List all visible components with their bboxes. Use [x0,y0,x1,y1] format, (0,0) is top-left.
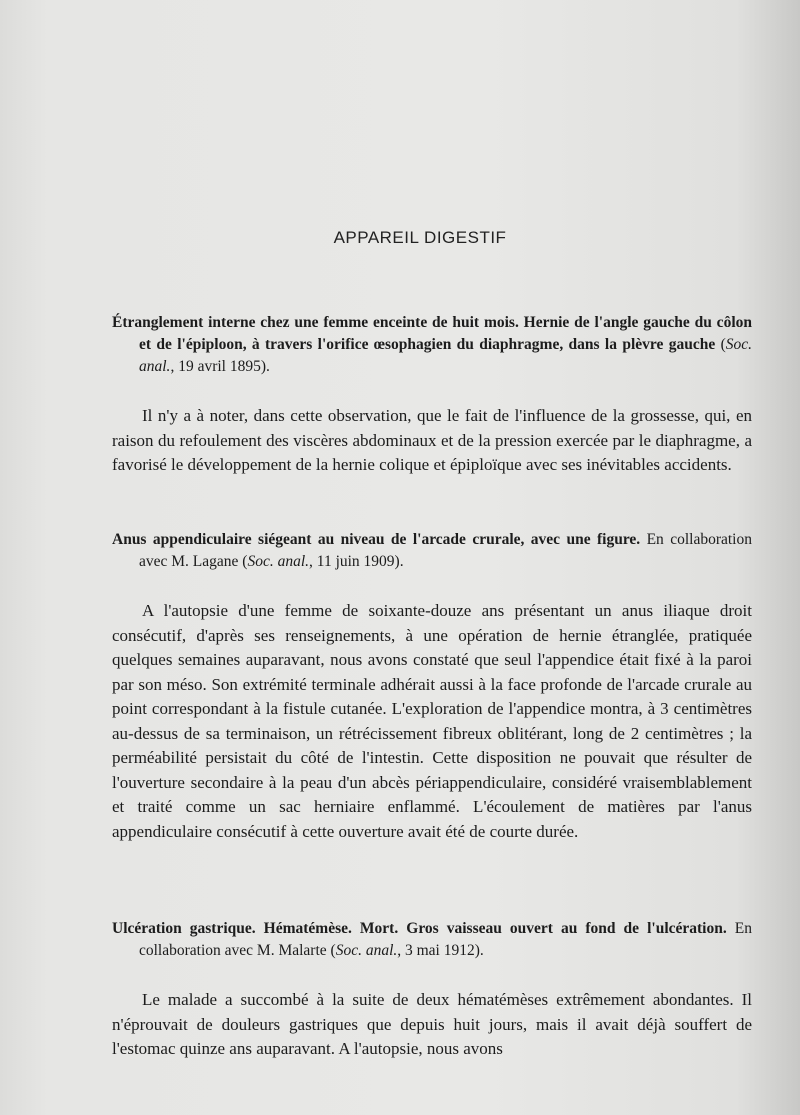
entry-collab: En collaboration avec M. Lagane ( [139,531,752,570]
entry-journal: Soc. anal. [139,336,752,375]
entry-appendicular-anus [112,529,752,844]
entry-heading [112,529,752,573]
entry-gastric-ulcer [112,918,752,1062]
entry-date: , 19 avril 1895). [170,358,270,375]
entry-title: Étranglement interne chez une femme enceinte de huit mois. Hernie de l'angle gauche du côlon et de l'épiploon, à travers l'orifice œsophagien du diaphragme, dans la plèvre gauche [112,314,752,353]
entry-heading [112,918,752,962]
entry-strangulation [112,312,752,478]
entry-body: Le malade a succombé à la suite de deux hématémèses extrêmement abondantes. Il n'éprouvait de douleurs gastriques que depuis huit jours, mais il avait déjà souffert de l'estomac quinze ans auparavant. A l'autopsie, nous avons [112,990,752,1058]
entry-collab: En collaboration avec M. Malarte ( [139,920,752,959]
entry-journal: Soc. anal. [335,942,398,959]
entry-heading [112,312,752,378]
entry-title: Anus appendiculaire siégeant au niveau de l'arcade crurale, avec une figure. [112,531,641,548]
entry-date: , 3 mai 1912). [397,942,484,959]
entry-ref-open: ( [715,336,726,353]
entry-title: Ulcération gastrique. Hématémèse. Mort. Gros vaisseau ouvert au fond de l'ulcération. [112,920,727,937]
entry-body: A l'autopsie d'une femme de soixante-douze ans présentant un anus iliaque droit consécutif, d'après ses renseignements, à une opération de hernie étranglée, pratiquée quelques semaines auparavant, nous avons constaté que seul l'appendice était fixé à la paroi par son méso. Son extrémité terminale adhérait aussi à la face profonde de l'arcade crurale au point correspondant à la fistule cutanée. L'exploration de l'appendice montra, à 3 centimètres au-dessus de sa terminaison, un rétrécissement fibreux oblitérant, long de 2 centimètres ; la perméabilité persistait du côté de l'intestin. Cette disposition ne pouvait que résulter de l'ouverture secondaire à la peau d'un abcès périappendiculaire, considéré vraisemblablement et traité comme un sac herniaire enflammé. L'écoulement de matières par l'anus appendiculaire consécutif à cette ouverture avait été de courte durée. [112,601,752,841]
entry-body: Il n'y a à noter, dans cette observation, que le fait de l'influence de la grossesse, qui, en raison du refoulement des viscères abdominaux et de la pression exercée par le diaphragme, a favorisé le développement de la hernie colique et épiploïque avec ses inévitables accidents. [112,406,752,474]
section-title: APPAREIL DIGESTIF [333,228,507,247]
entry-date: , 11 juin 1909). [309,553,404,570]
entry-journal: Soc. anal. [247,553,310,570]
